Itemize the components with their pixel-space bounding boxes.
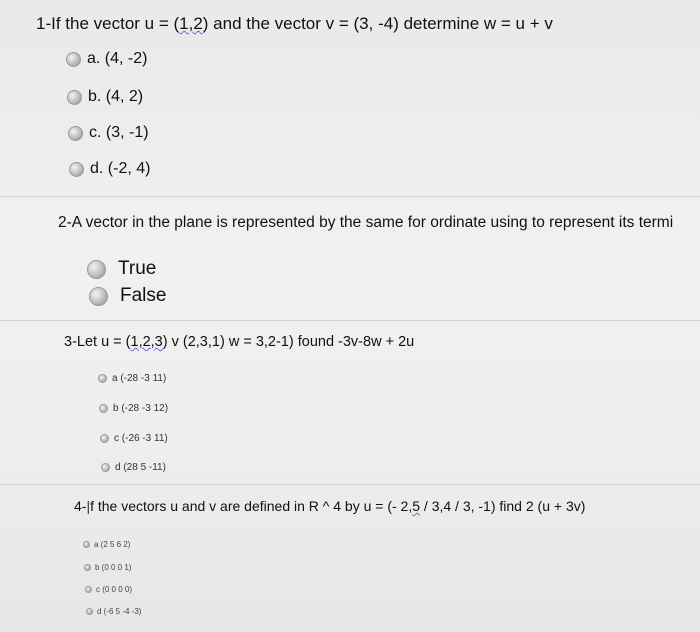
question-3-text-flagged: 1,2,3 — [130, 334, 163, 350]
question-2-text: 2-A vector in the plane is represented by the same for ordinate using to represent its termi — [58, 214, 674, 231]
question-2-title — [58, 214, 673, 232]
question-4-text-middle: f the vectors u and v are defined in R ^ 4 by u = (- 2, — [90, 498, 413, 514]
q4-option-b[interactable] — [84, 563, 131, 572]
option-label: b (-28 -3 12) — [113, 403, 169, 414]
option-label: d (-6 5 -4 -3) — [97, 607, 142, 616]
q3-option-a[interactable] — [98, 373, 166, 384]
question-4-text-flagged: 5 — [412, 498, 421, 514]
q4-option-c[interactable] — [85, 585, 132, 594]
question-divider — [0, 320, 700, 321]
radio-button[interactable] — [68, 126, 83, 141]
radio-button[interactable] — [87, 260, 106, 279]
option-label: c (-26 -3 11) — [114, 433, 168, 444]
radio-button[interactable] — [83, 541, 90, 548]
question-1-text-start: 1-If the vector u = ( — [36, 14, 180, 33]
q4-option-d[interactable] — [86, 607, 141, 616]
q1-option-c[interactable] — [68, 124, 149, 142]
question-divider — [0, 196, 700, 197]
q1-option-b[interactable] — [67, 88, 143, 106]
option-label: c. (3, -1) — [89, 124, 149, 141]
q4-option-a[interactable] — [83, 540, 130, 549]
question-3-text-start: 3-Let u = ( — [64, 334, 131, 350]
question-3-text-end: ) v (2,3,1) w = 3,2-1) found -3v-8w + 2u — [162, 334, 415, 350]
question-4-title — [74, 498, 585, 514]
question-1-text-end: ) and the vector v = (3, -4) determine w = u + v — [202, 14, 553, 33]
radio-button[interactable] — [100, 434, 109, 443]
q1-option-a[interactable] — [66, 50, 147, 68]
option-label: d. (-2, 4) — [90, 160, 151, 177]
radio-button[interactable] — [98, 374, 107, 383]
radio-button[interactable] — [69, 162, 84, 177]
radio-button[interactable] — [99, 404, 108, 413]
q3-option-c[interactable] — [100, 433, 168, 444]
q2-option-false[interactable] — [89, 285, 166, 307]
radio-button[interactable] — [85, 586, 92, 593]
option-label: a. (4, -2) — [87, 50, 148, 67]
question-divider — [0, 484, 700, 485]
q2-option-true[interactable] — [87, 258, 156, 280]
question-4-text-start: 4- — [74, 498, 87, 514]
radio-button[interactable] — [86, 608, 93, 615]
option-label: a (-28 -3 11) — [112, 373, 167, 384]
option-label: d (28 5 -11) — [115, 462, 166, 473]
question-1-text-flagged: 1,2 — [179, 14, 203, 33]
question-4-text-end: / 3,4 / 3, -1) find 2 (u + 3v) — [420, 498, 586, 514]
radio-button[interactable] — [89, 287, 108, 306]
radio-button[interactable] — [101, 463, 110, 472]
question-3-title — [64, 334, 414, 350]
option-label: False — [120, 285, 167, 306]
option-label: True — [118, 258, 157, 279]
radio-button[interactable] — [66, 52, 81, 67]
radio-button[interactable] — [84, 564, 91, 571]
option-label: b (0 0 0 1) — [95, 563, 132, 572]
option-label: c (0 0 0 0) — [96, 585, 133, 594]
q3-option-b[interactable] — [99, 403, 168, 414]
option-label: b. (4, 2) — [88, 88, 144, 105]
radio-button[interactable] — [67, 90, 82, 105]
text-cursor: | — [86, 498, 91, 514]
q3-option-d[interactable] — [101, 462, 166, 473]
question-1-title — [36, 14, 553, 34]
q1-option-d[interactable] — [69, 160, 150, 178]
option-label: a (2 5 6 2) — [94, 540, 131, 549]
